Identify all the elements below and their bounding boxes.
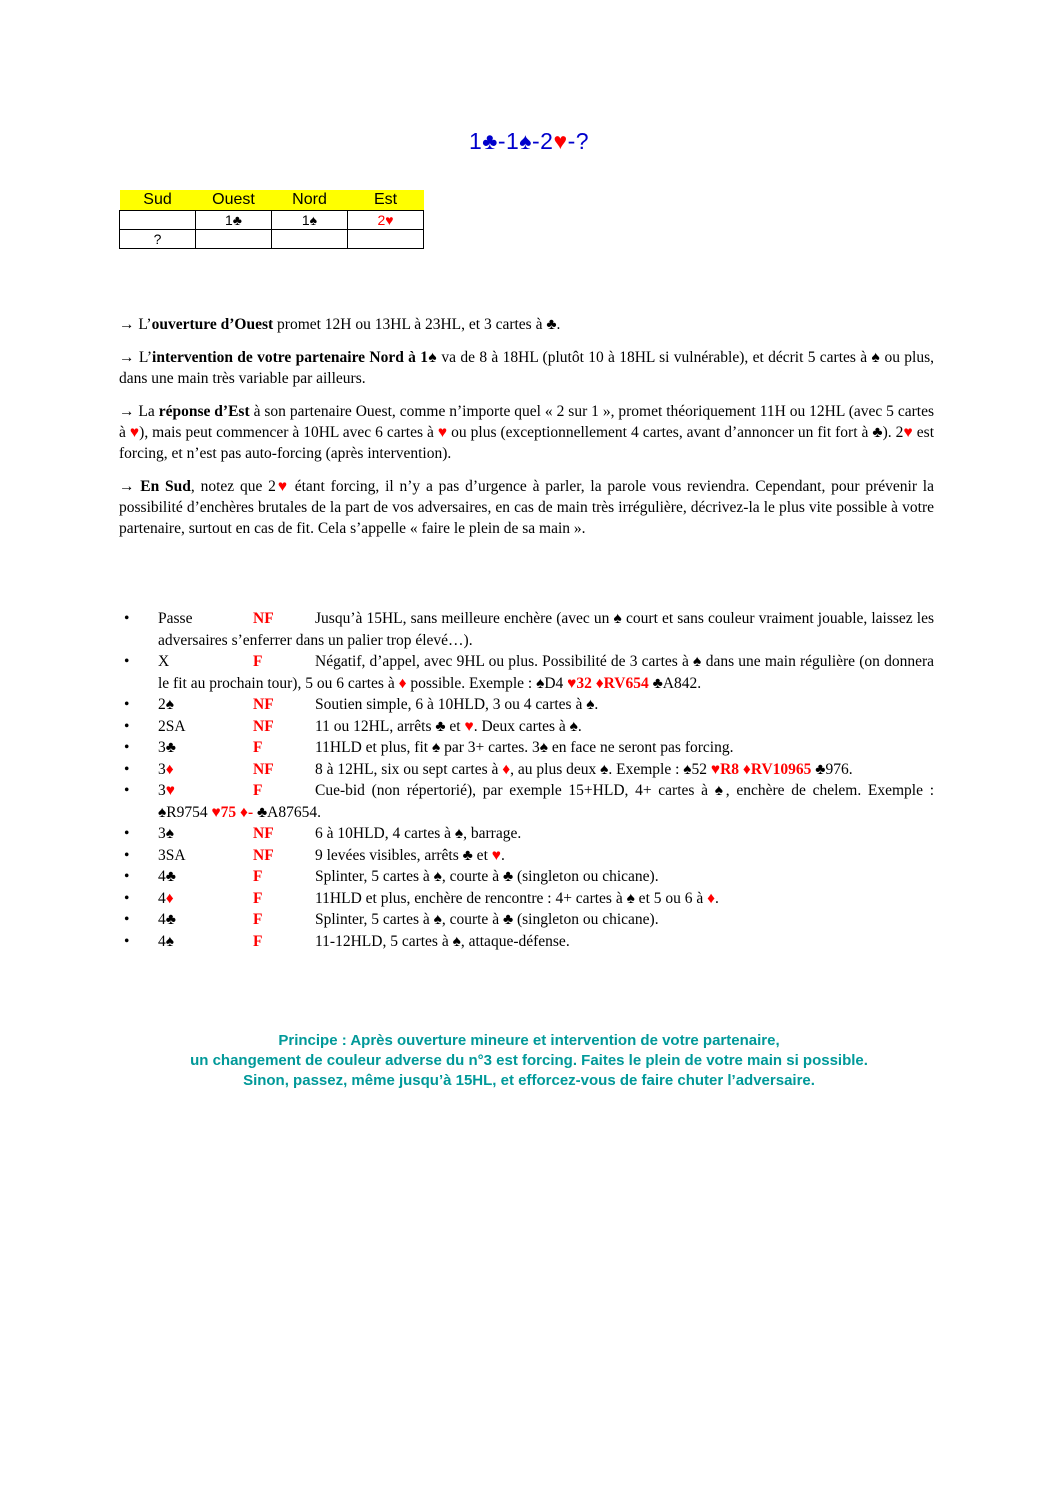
bid-cell: 2♥	[348, 211, 424, 230]
bid-cell	[348, 230, 424, 249]
list-item: • 3♥ F Cue-bid (non répertorié), par exemple 15+HLD, 4+ cartes à ♠, enchère de chelem. Exemple : ♠R9754 ♥75 ♦- ♣A87654.	[124, 782, 934, 821]
list-item: • X F Négatif, d’appel, avec 9HL ou plus. Possibilité de 3 cartes à ♠ dans une main régulière (on donnera le fit au prochain tour), 5 ou 6 cartes à ♦ possible. Exemple : ♠D4 ♥32 ♦RV654 ♣A842.	[124, 653, 934, 692]
list-item: • 3♣ F 11HLD et plus, fit ♠ par 3+ cartes. 3♠ en face ne seront pas forcing.	[122, 737, 934, 759]
header-sud: Sud	[120, 190, 196, 211]
bid-cell: 1♣	[196, 211, 272, 230]
principle-line: un changement de couleur adverse du n°3 est forcing. Faites le plein de votre main si possible.	[190, 1052, 868, 1069]
list-item: • 4♦ F 11HLD et plus, enchère de rencontre : 4+ cartes à ♠ et 5 ou 6 à ♦.	[122, 888, 934, 910]
bid-list	[122, 608, 934, 952]
header-est: Est	[348, 190, 424, 211]
bullet-icon: •	[124, 610, 130, 627]
bullet-icon: •	[124, 739, 130, 756]
bullet-icon: •	[124, 696, 130, 713]
principle-line: Principe : Après ouverture mineure et intervention de votre partenaire,	[278, 1032, 780, 1049]
list-item: • 4♣ F Splinter, 5 cartes à ♠, courte à ♣ (singleton ou chicane).	[122, 866, 934, 888]
list-item: • 2SA NF 11 ou 12HL, arrêts ♣ et ♥. Deux cartes à ♠.	[122, 716, 934, 738]
list-item: • 2♠ NF Soutien simple, 6 à 10HLD, 3 ou 4 cartes à ♠.	[122, 694, 934, 716]
bullet-icon: •	[124, 760, 130, 778]
bid-cell: 1♠	[272, 211, 348, 230]
bullet-icon: •	[124, 932, 130, 950]
list-item: • 3♠ NF 6 à 10HLD, 4 cartes à ♠, barrage.	[122, 823, 934, 845]
list-item: • 4♠ F 11-12HLD, 5 cartes à ♠, attaque-défense.	[122, 931, 934, 953]
bullet-icon: •	[124, 868, 130, 885]
header-ouest: Ouest	[196, 190, 272, 211]
bullet-icon: •	[124, 782, 130, 799]
list-item: • 3SA NF 9 levées visibles, arrêts ♣ et ♥.	[122, 845, 934, 867]
bid-cell	[120, 211, 196, 230]
explanation-section	[119, 314, 934, 551]
club-suit-icon: ♣	[482, 128, 498, 154]
paragraph-nord: → L’intervention de votre partenaire Nord à 1♠ va de 8 à 18HL (plutôt 10 à 18HL si vulnérable), et décrit 5 cartes à ♠ ou plus, dans une main très variable par ailleurs.	[119, 349, 935, 387]
page-title: 1♣-1♠-2♥-?	[468, 128, 590, 154]
header-nord: Nord	[272, 190, 348, 211]
spade-suit-icon: ♠	[519, 128, 532, 154]
bid-cell	[196, 230, 272, 249]
principle-line: Sinon, passez, même jusqu’à 15HL, et efforcez-vous de faire chuter l’adversaire.	[243, 1072, 815, 1089]
heart-suit-icon: ♥	[553, 128, 568, 154]
bullet-icon: •	[124, 889, 130, 907]
list-item: • Passe NF Jusqu’à 15HL, sans meilleure enchère (avec un ♠ court et sans couleur vraiment jouable, laissez les adversaires s’enferrer dans un palier trop élevé…).	[124, 610, 934, 649]
bullet-icon: •	[124, 911, 130, 928]
paragraph-ouest: → L’ouverture d’Ouest promet 12H ou 13HL à 23HL, et 3 cartes à ♣.	[119, 316, 561, 333]
principle-box	[0, 1031, 1058, 1091]
bullet-icon: •	[124, 846, 130, 864]
bidding-table	[119, 190, 424, 249]
list-item: • 4♣ F Splinter, 5 cartes à ♠, courte à ♣ (singleton ou chicane).	[122, 909, 934, 931]
bid-cell: ?	[120, 230, 196, 249]
paragraph-est: → La réponse d’Est à son partenaire Ouest, comme n’importe quel « 2 sur 1 », promet théoriquement 11H ou 12HL (avec 5 cartes à ♥), mais peut commencer à 10HL avec 6 cartes à ♥ ou plus (exceptionnellement 4 cartes, avant d’annoncer un fit fort à ♣). 2♥ est forcing, et n’est pas auto-forcing (après intervention).	[119, 403, 935, 462]
bullet-icon: •	[124, 717, 130, 735]
bullet-icon: •	[124, 653, 130, 670]
list-item: • 3♦ NF 8 à 12HL, six ou sept cartes à ♦, au plus deux ♠. Exemple : ♠52 ♥R8 ♦RV10965 ♣976.	[122, 759, 934, 781]
bullet-icon: •	[124, 825, 130, 842]
bid-cell	[272, 230, 348, 249]
paragraph-sud: → En Sud, notez que 2♥ étant forcing, il n’y a pas d’urgence à parler, la parole vous reviendra. Cependant, pour prévenir la possibilité d’enchères brutales de la part de vos adversaires, en cas de main très irrégulière, décrivez-la le plus vite possible à votre partenaire, surtout en cas de fit. Cela s’appelle « faire le plein de sa main ».	[119, 478, 934, 537]
